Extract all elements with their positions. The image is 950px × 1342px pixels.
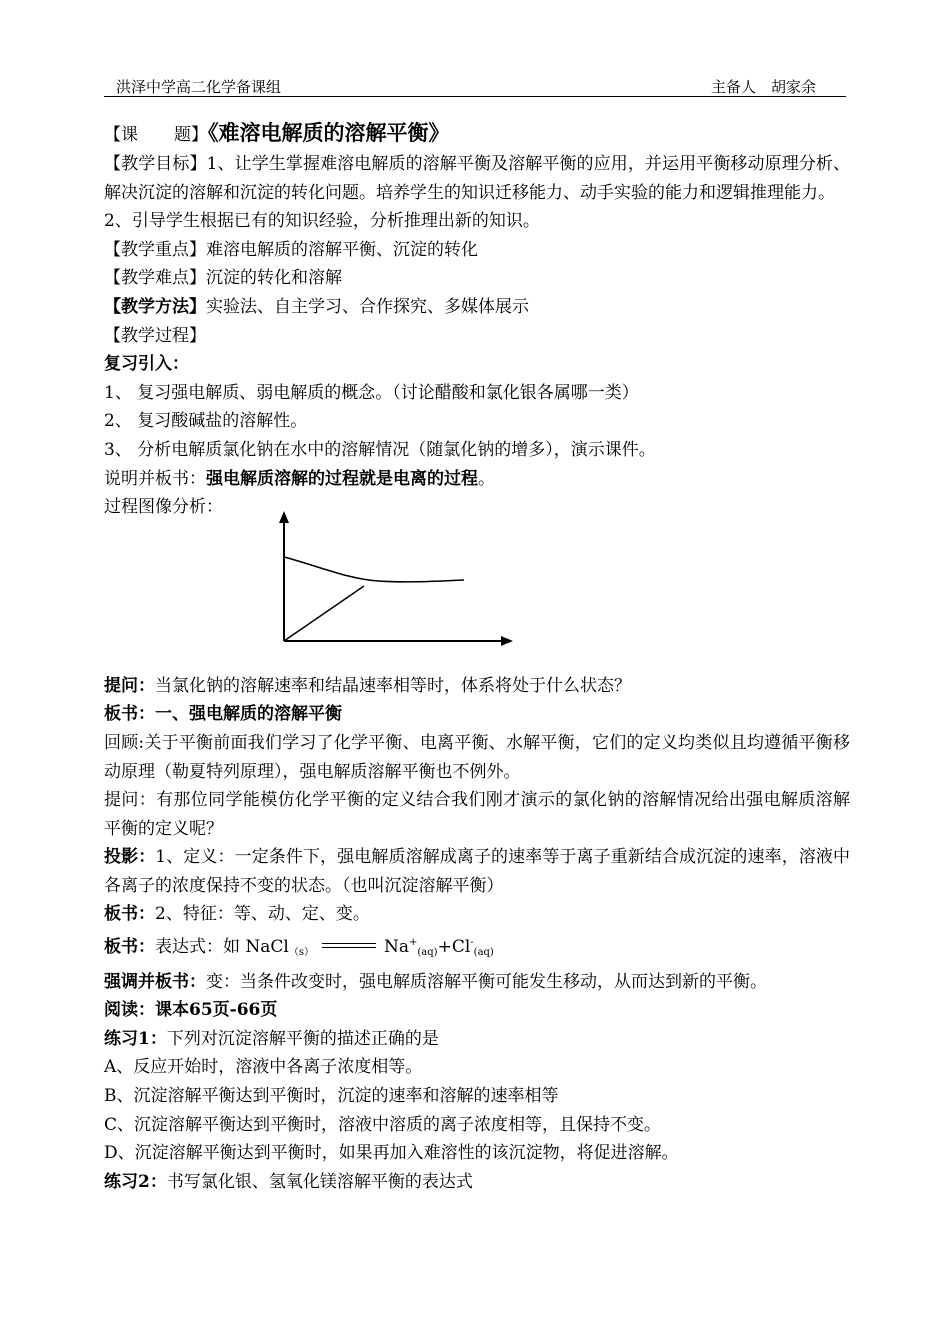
- lesson-content: [104, 118, 850, 1196]
- question-1: [104, 672, 850, 701]
- emph-text: 变：当条件改变时，强电解质溶解平衡可能发生移动，从而达到新的平衡。: [206, 971, 767, 992]
- exercise-1: [104, 1025, 850, 1054]
- emphasis-line: [104, 968, 850, 997]
- projection-definition: [104, 843, 850, 900]
- dissolution-rate-curve: [284, 557, 464, 582]
- goal-text: 1、让学生掌握难溶电解质的溶解平衡及溶解平衡的应用，并运用平衡移动原理分析、解决沉淀的溶解和沉淀的转化问题。培养学生的知识迁移能力、动手实验的能力和逻辑推理能力。: [104, 154, 850, 203]
- page-header: [104, 74, 846, 97]
- title-label: 【课: [104, 125, 138, 145]
- x-axis-arrow: [501, 636, 513, 646]
- teaching-goal: [104, 150, 850, 207]
- board3-label: 板书：: [104, 937, 155, 958]
- proj-text: 1、定义：一定条件下，强电解质溶解成离子的速率等于离子重新结合成沉淀的速率，溶液中各离子的浓度保持不变的状态。（也叫沉淀溶解平衡）: [104, 847, 850, 896]
- header-group: 洪泽中学高二化学备课组: [116, 78, 282, 96]
- teaching-process: 【教学过程】: [104, 325, 206, 346]
- graph-label: 过程图像分析：: [104, 497, 223, 518]
- key-label: 【教学重点】: [104, 239, 206, 260]
- explain-label: 说明并板书：: [104, 468, 206, 489]
- method-label: 【教学方法】: [104, 296, 206, 317]
- q1-label: 提问：: [104, 675, 155, 696]
- review-item: 3、 分析电解质氯化钠在水中的溶解情况（随氯化钠的增多），演示课件。: [104, 439, 656, 460]
- goal-label: 【教学目标】: [104, 154, 207, 174]
- q1-text: 当氯化钠的溶解速率和结晶速率相等时，体系将处于什么状态？: [155, 675, 631, 696]
- diff-label: 【教学难点】: [104, 268, 206, 289]
- title-line: [104, 118, 850, 150]
- board2-text: 2、特征：等、动、定、变。: [155, 904, 370, 925]
- crystallization-rate-line: [284, 586, 364, 641]
- question-2: 提问：有那位同学能模仿化学平衡的定义结合我们刚才演示的氯化钠的溶解情况给出强电解质溶解平衡的定义呢？: [104, 790, 850, 839]
- process-graph: [268, 511, 518, 653]
- board-heading-1: 板书：一、强电解质的溶解平衡: [104, 704, 342, 725]
- header-author: 主备人 胡家余: [710, 78, 816, 96]
- key-text: 难溶电解质的溶解平衡、沉淀的转化: [206, 239, 478, 260]
- key-point: [104, 236, 850, 265]
- board-expression: 板书：表达式：如 NaCl$_{(s)}$ $Na^+_{(aq)}+Cl^-_{(aq)}$: [104, 937, 494, 959]
- title-label-2: 题】: [174, 125, 208, 145]
- option-b: B、沉淀溶解平衡达到平衡时，沉淀的速率和溶解的速率相等: [104, 1086, 559, 1107]
- teaching-goal-2: 2、引导学生根据已有的知识经验，分析推理出新的知识。: [104, 211, 540, 232]
- option-d: D、沉淀溶解平衡达到平衡时，如果再加入难溶性的该沉淀物，将促进溶解。: [104, 1143, 679, 1164]
- recall-paragraph: 回顾:关于平衡前面我们学习了化学平衡、电离平衡、水解平衡，它们的定义均类似且均遵循平衡移动原理（勒夏特列原理），强电解质溶解平衡也不例外。: [104, 732, 850, 782]
- review-heading: 复习引入：: [104, 354, 189, 375]
- ex1-text: 下列对沉淀溶解平衡的描述正确的是: [166, 1028, 439, 1049]
- option-a: A、反应开始时，溶液中各离子浓度相等。: [104, 1057, 423, 1078]
- subscript-s: （s）: [288, 947, 314, 959]
- equilibrium-sign: [322, 942, 376, 950]
- option-c: C、沉淀溶解平衡达到平衡时，溶液中溶质的离子浓度相等，且保持不变。: [104, 1114, 662, 1135]
- exercise-2: [104, 1168, 850, 1197]
- ex1-label: 练习1：: [104, 1028, 167, 1049]
- board-feature: [104, 900, 850, 929]
- emph-label: 强调并板书：: [104, 971, 206, 992]
- ex2-label: 练习2：: [104, 1171, 167, 1192]
- explain-line: 说明并板书：强电解质溶解的过程就是电离的过程。: [104, 468, 495, 489]
- diff-text: 沉淀的转化和溶解: [206, 268, 342, 289]
- review-item: 2、 复习酸碱盐的溶解性。: [104, 411, 308, 432]
- board3-text: 表达式：如 NaCl: [155, 937, 289, 958]
- explain-text: 强电解质溶解的过程就是电离的过程: [206, 468, 478, 489]
- y-axis-arrow: [279, 511, 289, 523]
- board2-label: 板书：: [104, 904, 155, 925]
- reading-line: 阅读：课本65页-66页: [104, 1000, 278, 1021]
- review-item: 1、 复习强电解质、弱电解质的概念。（讨论醋酸和氯化银各属哪一类）: [104, 382, 639, 403]
- difficult-point: [104, 264, 850, 293]
- method-text: 实验法、自主学习、合作探究、多媒体展示: [206, 296, 529, 317]
- teaching-method: [104, 293, 850, 322]
- page-title: 《难溶电解质的溶解平衡》: [208, 120, 450, 145]
- proj-label: 投影：: [104, 847, 156, 868]
- ex2-text: 书写氯化银、氢氧化镁溶解平衡的表达式: [166, 1171, 473, 1192]
